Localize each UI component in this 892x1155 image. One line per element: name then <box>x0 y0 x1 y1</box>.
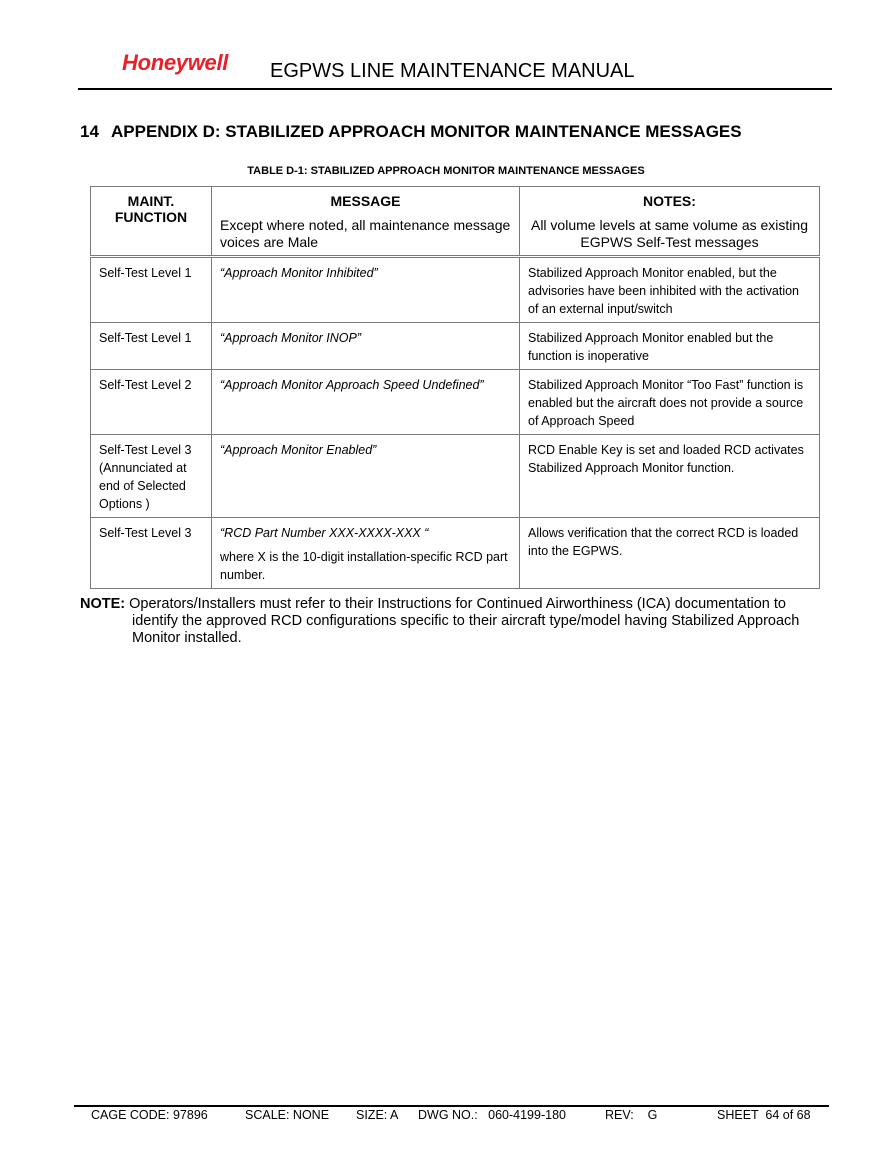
section-heading <box>80 122 742 142</box>
row-note: RCD Enable Key is set and loaded RCD activates Stabilized Approach Monitor function. <box>520 435 820 518</box>
header-notes <box>520 187 820 257</box>
header-notes-label: NOTES: <box>643 193 696 209</box>
row-message-note: where X is the 10-digit installation-specific RCD part number. <box>220 550 508 582</box>
document-title: EGPWS LINE MAINTENANCE MANUAL <box>270 60 635 82</box>
header-function <box>91 187 212 257</box>
table-row <box>91 370 820 435</box>
section-number: 14 <box>80 122 99 141</box>
table-row <box>91 323 820 370</box>
note-text-line1: Operators/Installers must refer to their Instructions for Continued Airworthiness (ICA) documentation to <box>129 596 786 612</box>
honeywell-logo: Honeywell <box>122 50 229 75</box>
row-function: Self-Test Level 3 <box>91 518 212 589</box>
header-function-label: MAINT. FUNCTION <box>114 193 188 225</box>
row-message-cell <box>212 518 520 589</box>
footer-dwg-no: DWG NO.: 060-4199-180 <box>418 1108 566 1122</box>
footer-size: SIZE: A <box>356 1108 399 1122</box>
row-note: Allows verification that the correct RCD is loaded into the EGPWS. <box>520 518 820 589</box>
header-message <box>212 187 520 257</box>
maintenance-messages-table <box>90 186 820 589</box>
footer-scale: SCALE: NONE <box>245 1108 330 1122</box>
row-message: “Approach Monitor Inhibited” <box>212 257 520 323</box>
row-message: “RCD Part Number XXX-XXXX-XXX “ <box>220 526 429 540</box>
note-text-rest: identify the approved RCD configurations specific to their aircraft type/model having Stabilized Approach Monitor installed. <box>132 613 800 646</box>
header-notes-sub: All volume levels at same volume as existing EGPWS Self-Test messages <box>530 217 808 250</box>
note-label: NOTE: <box>80 596 126 612</box>
table-row <box>91 257 820 323</box>
row-function: Self-Test Level 1 <box>91 323 212 370</box>
header-divider <box>78 88 832 90</box>
row-message: “Approach Monitor Enabled” <box>212 435 520 518</box>
row-note: Stabilized Approach Monitor enabled but the function is inoperative <box>520 323 820 370</box>
row-function: Self-Test Level 2 <box>91 370 212 435</box>
footer-divider <box>74 1105 829 1107</box>
header-message-label: MESSAGE <box>330 193 401 209</box>
footer-rev: REV: G <box>605 1108 658 1122</box>
row-message: “Approach Monitor INOP” <box>212 323 520 370</box>
table-header-row <box>91 187 820 257</box>
header-message-sub: Except where noted, all maintenance message voices are Male <box>220 217 511 250</box>
row-message: “Approach Monitor Approach Speed Undefined” <box>212 370 520 435</box>
section-title: APPENDIX D: STABILIZED APPROACH MONITOR MAINTENANCE MESSAGES <box>111 122 742 141</box>
row-function: Self-Test Level 1 <box>91 257 212 323</box>
footer-cage-code: CAGE CODE: 97896 <box>91 1108 208 1122</box>
table-row <box>91 435 820 518</box>
table-caption: TABLE D-1: STABILIZED APPROACH MONITOR MAINTENANCE MESSAGES <box>247 165 645 177</box>
footer-sheet: SHEET 64 of 68 <box>717 1108 811 1122</box>
table-row <box>91 518 820 589</box>
row-note: Stabilized Approach Monitor “Too Fast” function is enabled but the aircraft does not provide a source of Approach Speed <box>520 370 820 435</box>
note-block <box>80 596 820 647</box>
row-function: Self-Test Level 3 (Annunciated at end of Selected Options ) <box>91 435 212 518</box>
row-note: Stabilized Approach Monitor enabled, but the advisories have been inhibited with the activation of an external input/switch <box>520 257 820 323</box>
